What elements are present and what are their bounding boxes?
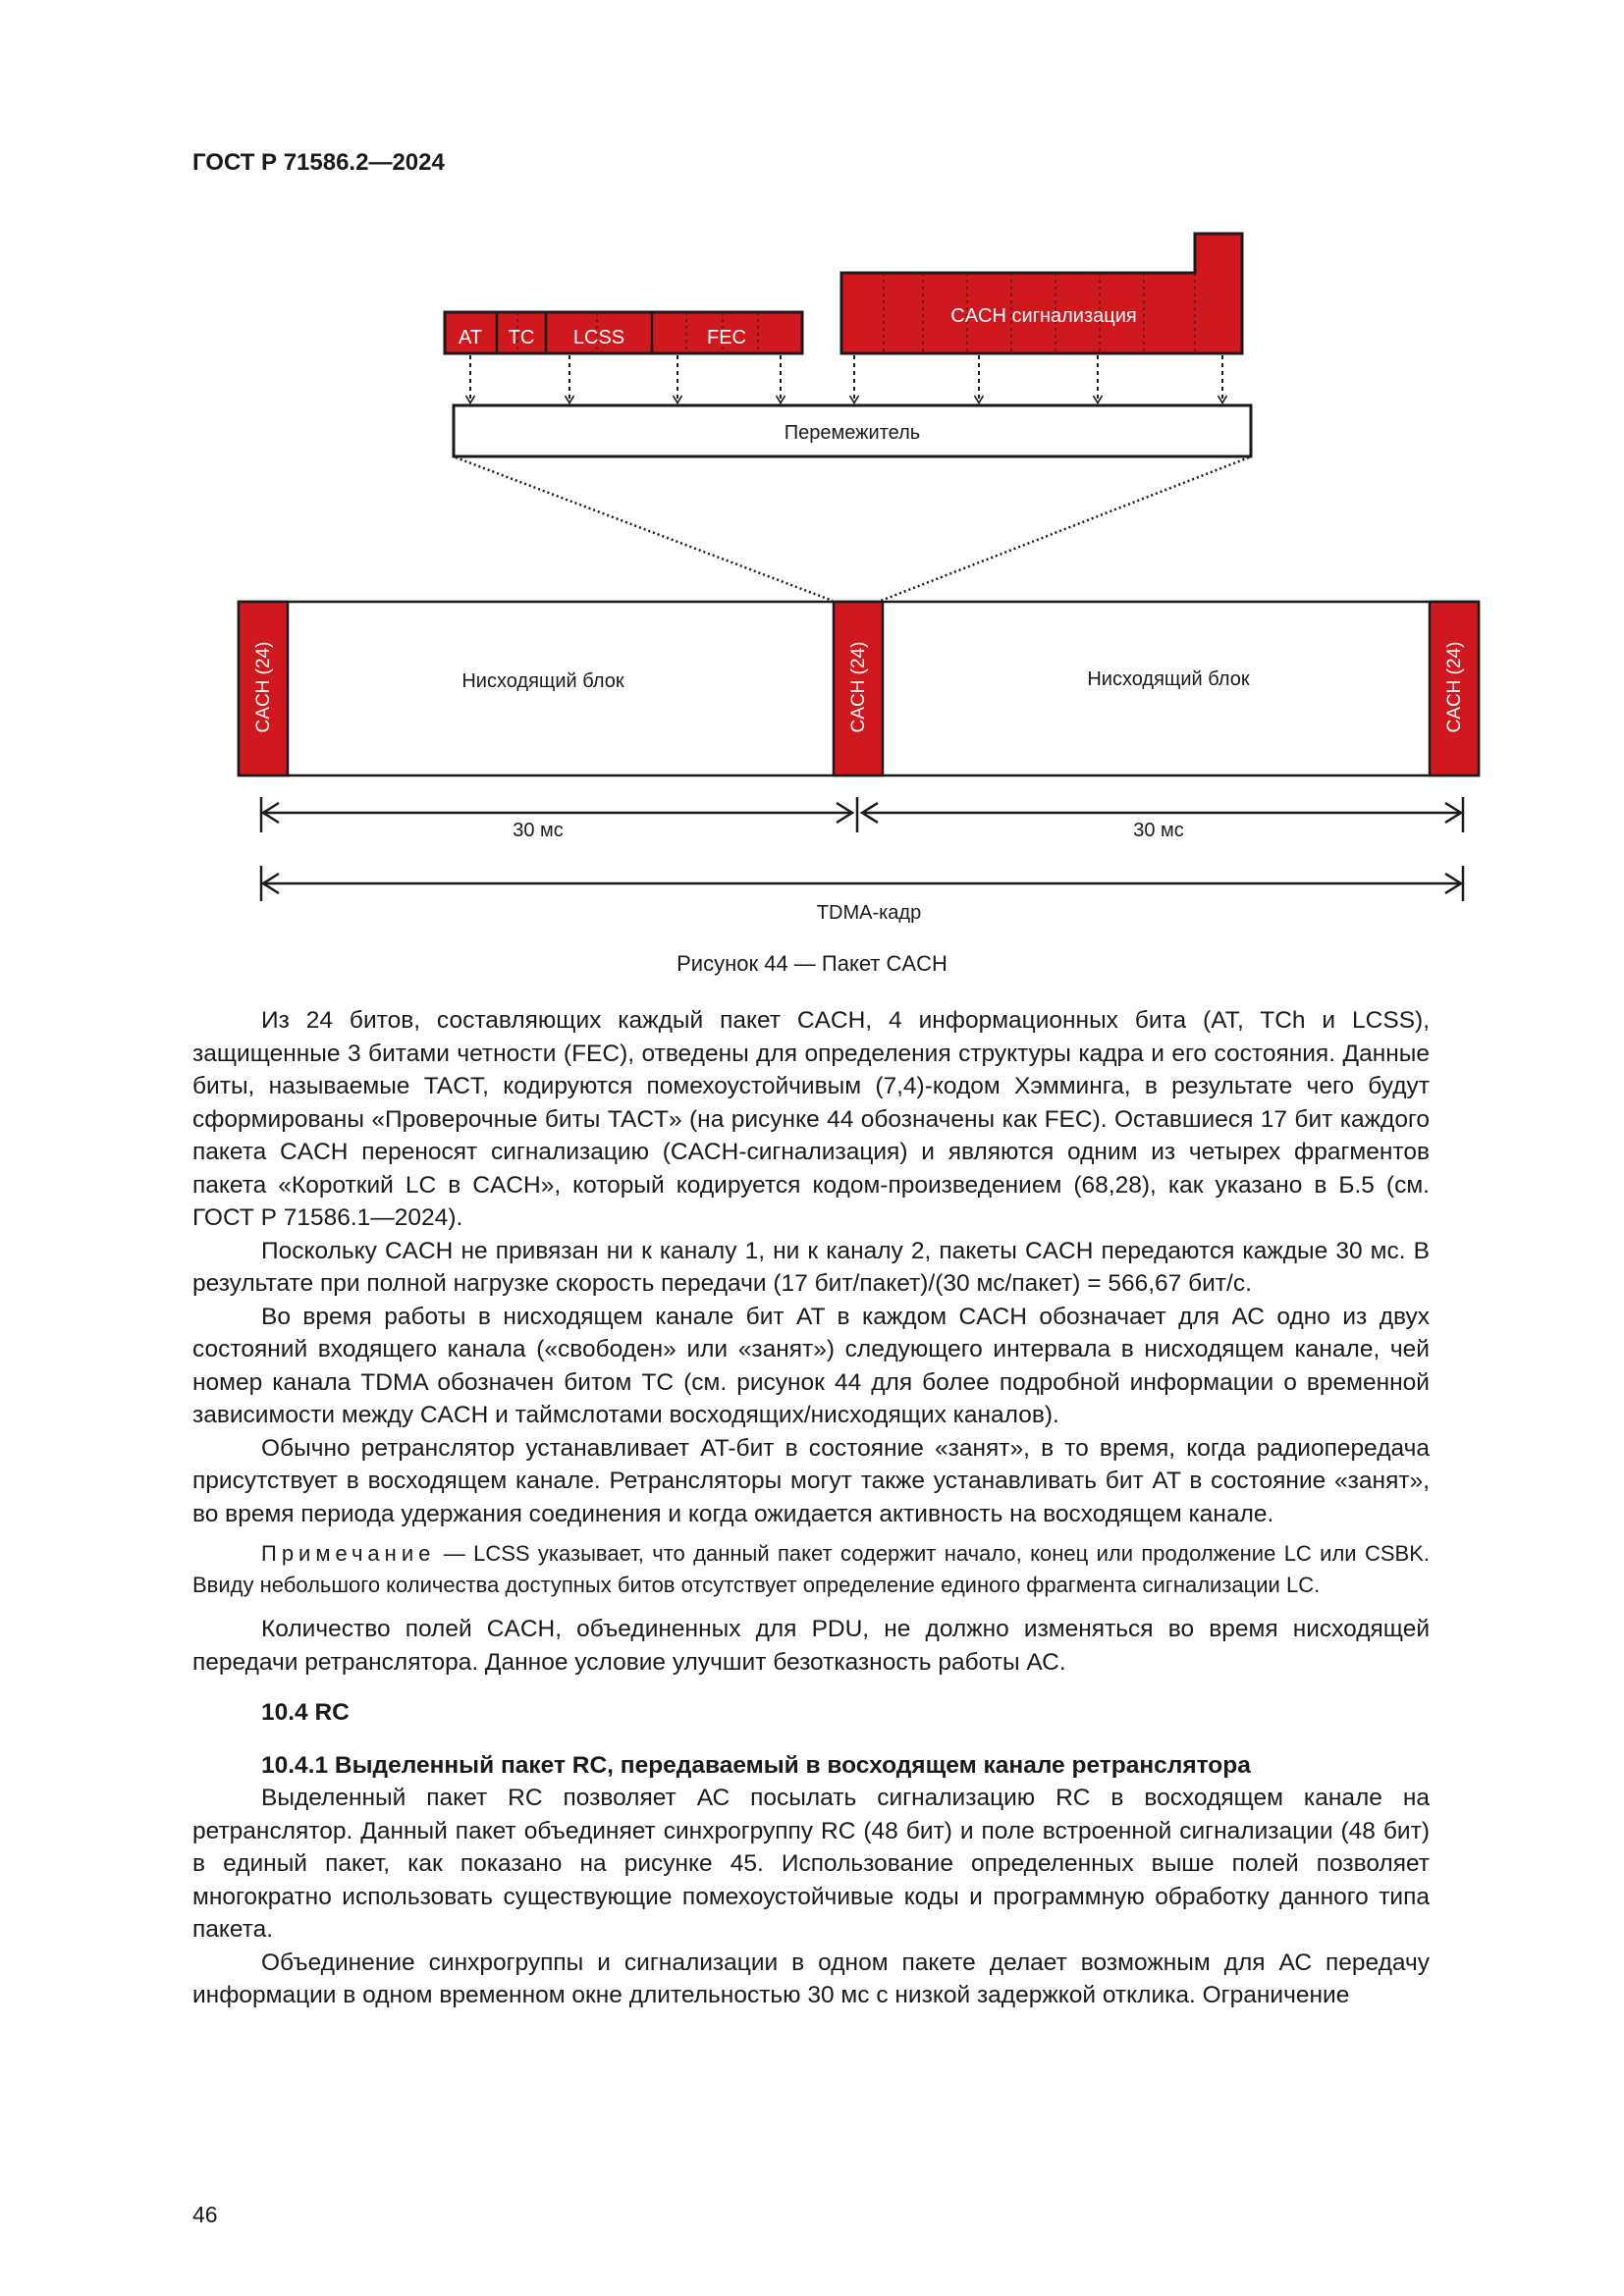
subsection-heading: 10.4.1 Выделенный пакет RC, передаваемый в восходящем канале ретранслятора	[261, 1751, 1251, 1779]
expansion-lines	[456, 457, 1249, 601]
cach-label-right: CACH (24)	[1444, 641, 1465, 733]
document-body	[192, 1004, 1430, 2012]
timing-30ms	[261, 797, 1463, 832]
field-at: AT	[458, 327, 483, 348]
note-text: — LCSS указывает, что данный пакет содержит начало, конец или продолжение LC или CSBK. Ввиду небольшого количества доступных битов отсутствует определение единого фрагмента сигнализации LC.	[192, 1541, 1430, 1597]
cach-packet-figure	[0, 0, 1624, 942]
field-fec: FEC	[707, 327, 746, 348]
document-header: ГОСТ Р 71586.2—2024	[192, 149, 445, 176]
page-number: 46	[192, 2202, 218, 2227]
paragraph: Из 24 битов, составляющих каждый пакет CACH, 4 информационных бита (AT, TCh и LCSS), защищенные 3 битами четности (FEC), отведены для определения структуры кадра и его состояния. Данные биты, называемые TACT, кодируются помехоустойчивым (7,4)-кодом Хэмминга, в результате чего будут сформированы «Проверочные биты TACT» (на рисунке 44 обозначены как FEC). Оставшиеся 17 бит каждого пакета CACH переносят сигнализацию (CACH-сигнализация) и являются одним из четырех фрагментов пакета «Короткий LC в CACH», который кодируется кодом-произведением (68,28), как указано в Б.5 (см. ГОСТ Р 71586.1—2024).	[192, 1007, 1430, 1231]
time-label-right: 30 мс	[1133, 820, 1184, 841]
paragraph: Поскольку CACH не привязан ни к каналу 1, ни к каналу 2, пакеты CACH передаются каждые 30 мс. В результате при полной нагрузке скорость передачи (17 бит/пакет)/(30 мс/пакет) = 566,67 бит/с.	[192, 1237, 1430, 1297]
interleaver-input-arrows	[470, 355, 1222, 402]
tdma-frame-arrow	[261, 866, 1463, 901]
frame-label: TDMA-кадр	[816, 902, 922, 924]
burst-label-left: Нисходящий блок	[461, 670, 624, 692]
field-lcss: LCSS	[572, 327, 625, 348]
paragraph: Количество полей CACH, объединенных для PDU, не должно изменяться во время нисходящей передачи ретранслятора. Данное условие улучшит безотказность работы АС.	[192, 1616, 1430, 1676]
section-heading: 10.4 RC	[261, 1699, 350, 1726]
tact-fields	[445, 312, 802, 353]
paragraph: Выделенный пакет RC позволяет АС посылать сигнализацию RC в восходящем канале на ретранслятор. Данный пакет объединяет синхрогруппу RC (48 бит) и поле встроенной сигнализации (48 бит) в единый пакет, как показано на рисунке 45. Использование определенных выше полей позволяет многократно использовать существующие помехоустойчивые коды и программную обработку данного типа пакета.	[192, 1785, 1430, 1943]
paragraph: Во время работы в нисходящем канале бит AT в каждом CACH обозначает для АС одно из двух состояний входящего канала («свободен» или «занят») следующего интервала в нисходящем канале, чей номер канала TDMA обозначен битом TC (см. рисунок 44 для более подробной информации о временной зависимости между CACH и таймслотами восходящих/нисходящих каналов).	[192, 1303, 1430, 1428]
paragraph: Обычно ретранслятор устанавливает AT-бит в состояние «занят», в то время, когда радиопередача присутствует в восходящем канале. Ретрансляторы могут также устанавливать бит AT в состояние «занят», во время периода удержания соединения и когда ожидается активность на восходящем канале.	[192, 1434, 1430, 1527]
burst-row	[239, 602, 1479, 775]
cach-label-center: CACH (24)	[848, 641, 869, 733]
time-label-left: 30 мс	[513, 820, 564, 841]
note-label: Примечание	[261, 1541, 436, 1566]
field-tc: TC	[508, 327, 535, 348]
cach-label-left: CACH (24)	[253, 641, 274, 733]
signaling-label: CACH сигнализация	[950, 305, 1137, 327]
interleaver-label: Перемежитель	[784, 422, 921, 444]
cach-signaling-field	[841, 234, 1242, 353]
paragraph: Объединение синхрогруппы и сигнализации в одном пакете делает возможным для АС передачу информации в одном временном окне длительностью 30 мс с низкой задержкой отклика. Ограничение	[192, 1949, 1430, 2008]
figure-caption: Рисунок 44 — Пакет CACH	[677, 951, 947, 976]
note	[192, 1538, 1430, 1601]
burst-label-right: Нисходящий блок	[1087, 668, 1250, 690]
